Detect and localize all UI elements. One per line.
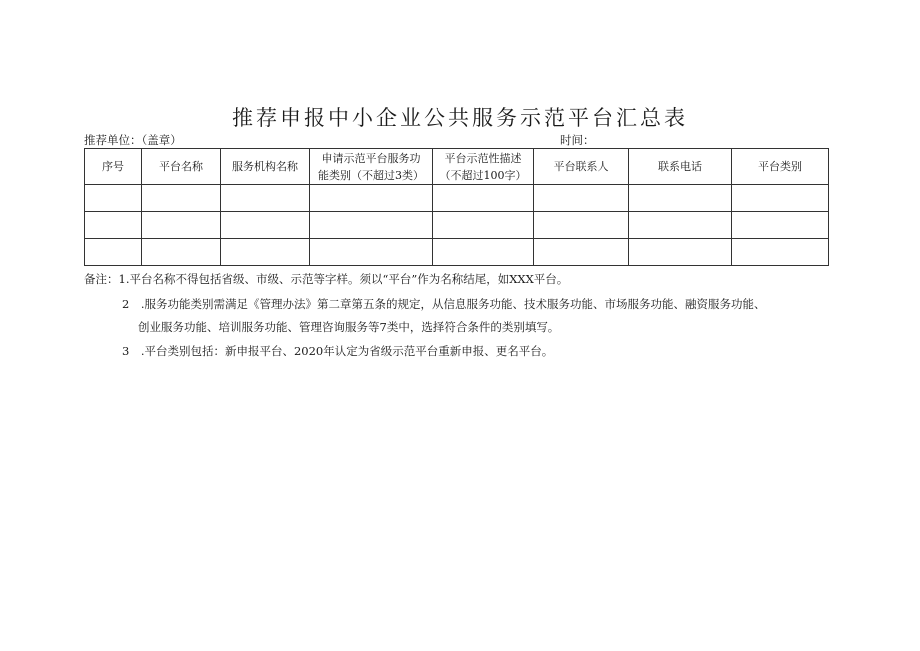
table-row <box>85 185 829 212</box>
table-cell[interactable] <box>732 212 829 239</box>
header-platform-name: 平台名称 <box>142 149 221 185</box>
table-header-row <box>85 149 829 185</box>
header-platform-description: 平台示范性描述 （不超过100字） <box>433 149 534 185</box>
header-service-function-category: 申请示范平台服务功 能类别（不超过3类） <box>310 149 433 185</box>
table-cell[interactable] <box>534 212 629 239</box>
table-cell[interactable] <box>433 239 534 266</box>
table-cell[interactable] <box>629 212 732 239</box>
table-cell[interactable] <box>85 185 142 212</box>
table-cell[interactable] <box>310 185 433 212</box>
table-cell[interactable] <box>433 185 534 212</box>
table-cell[interactable] <box>534 185 629 212</box>
table-row <box>85 212 829 239</box>
table-cell[interactable] <box>85 212 142 239</box>
table-cell[interactable] <box>142 185 221 212</box>
note-1: 备注：1.平台名称不得包括省级、市级、示范等字样。须以“平台”作为名称结尾，如XXX平台。 <box>84 272 569 286</box>
table-row <box>85 239 829 266</box>
table-cell[interactable] <box>85 239 142 266</box>
note-2-continued: 创业服务功能、培训服务功能、管理咨询服务等7类中，选择符合条件的类别填写。 <box>138 320 560 334</box>
table-cell[interactable] <box>221 239 310 266</box>
table-cell[interactable] <box>629 185 732 212</box>
table-cell[interactable] <box>732 185 829 212</box>
header-service-org-name: 服务机构名称 <box>221 149 310 185</box>
table-cell[interactable] <box>534 239 629 266</box>
page-title: 推荐申报中小企业公共服务示范平台汇总表 <box>232 106 688 131</box>
table-cell[interactable] <box>310 239 433 266</box>
table-cell[interactable] <box>221 185 310 212</box>
table-cell[interactable] <box>732 239 829 266</box>
note-2: 2 .服务功能类别需满足《管理办法》第二章第五条的规定，从信息服务功能、技术服务功能、市场服务功能、融资服务功能、 <box>122 297 766 311</box>
table-cell[interactable] <box>629 239 732 266</box>
table-cell[interactable] <box>310 212 433 239</box>
header-platform-contact: 平台联系人 <box>534 149 629 185</box>
table-cell[interactable] <box>142 212 221 239</box>
table-cell[interactable] <box>221 212 310 239</box>
summary-table <box>84 148 829 266</box>
recommend-unit-label: 推荐单位：（盖章） <box>84 133 182 147</box>
header-contact-phone: 联系电话 <box>629 149 732 185</box>
time-label: 时间： <box>560 133 595 147</box>
header-serial: 序号 <box>85 149 142 185</box>
table-cell[interactable] <box>142 239 221 266</box>
header-platform-category: 平台类别 <box>732 149 829 185</box>
note-3: 3 .平台类别包括：新申报平台、2020年认定为省级示范平台重新申报、更名平台。 <box>122 344 554 358</box>
table-cell[interactable] <box>433 212 534 239</box>
